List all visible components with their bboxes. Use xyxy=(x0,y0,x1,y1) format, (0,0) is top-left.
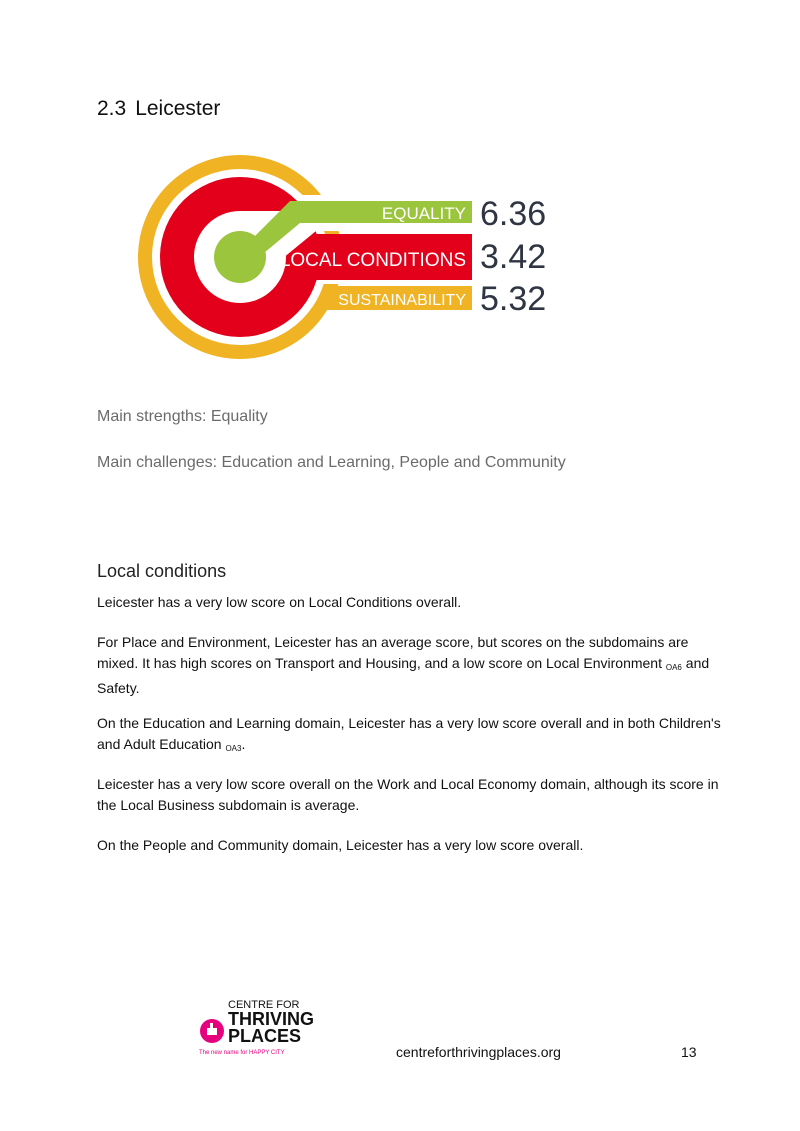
thriving-places-score-graphic xyxy=(130,155,570,365)
equality-label: EQUALITY xyxy=(381,204,466,223)
sustainability-score: 5.32 xyxy=(480,280,547,318)
local-conditions-label: LOCAL CONDITIONS xyxy=(279,250,466,271)
reference-marker: OA6 xyxy=(665,663,682,672)
paragraph-text: . xyxy=(241,736,246,752)
page-number: 13 xyxy=(681,1044,697,1060)
footer-website: centreforthrivingplaces.org xyxy=(396,1044,561,1060)
local-conditions-heading: Local conditions xyxy=(97,561,227,581)
score-graphic-svg xyxy=(130,155,570,365)
section-title: Leicester xyxy=(135,97,221,120)
paragraph-place-environment xyxy=(97,632,727,699)
paragraph-text: On the Education and Learning domain, Leicester has a very low score overall and in both Children's and Adult Education xyxy=(97,715,721,752)
reference-marker: OA3 xyxy=(225,744,242,753)
paragraph-work-economy: Leicester has a very low score overall on the Work and Local Economy domain, although its score in the Local Business subdomain is average. xyxy=(97,776,719,813)
logo-line-3: PLACES xyxy=(228,1026,302,1046)
logo-line-1: CENTRE FOR xyxy=(228,999,300,1011)
paragraph-text: and Safety. xyxy=(97,655,710,696)
equality-score: 6.36 xyxy=(480,195,547,233)
centre-for-thriving-places-logo xyxy=(198,997,328,1059)
main-challenges: Main challenges: Education and Learning, People and Community xyxy=(97,454,566,471)
paragraph-overall: Leicester has a very low score on Local Conditions overall. xyxy=(97,594,462,610)
logo-line-2: THRIVING xyxy=(228,1009,315,1029)
paragraph-people-community: On the People and Community domain, Leicester has a very low score overall. xyxy=(97,837,584,853)
paragraph-education xyxy=(97,713,727,759)
paragraph-text: For Place and Environment, Leicester has an average score, but scores on the subdomains are mixed. It has high scores on Transport and Housing, and a low score on Local Environment xyxy=(97,634,689,671)
local-conditions-score: 3.42 xyxy=(480,238,547,276)
equality-circle xyxy=(214,231,266,283)
logo-tagline: The new name for HAPPY CITY xyxy=(199,1050,285,1056)
section-number: 2.3 xyxy=(97,97,127,120)
main-strengths: Main strengths: Equality xyxy=(97,408,268,425)
section-heading xyxy=(97,97,220,121)
sustainability-label: SUSTAINABILITY xyxy=(338,292,466,309)
